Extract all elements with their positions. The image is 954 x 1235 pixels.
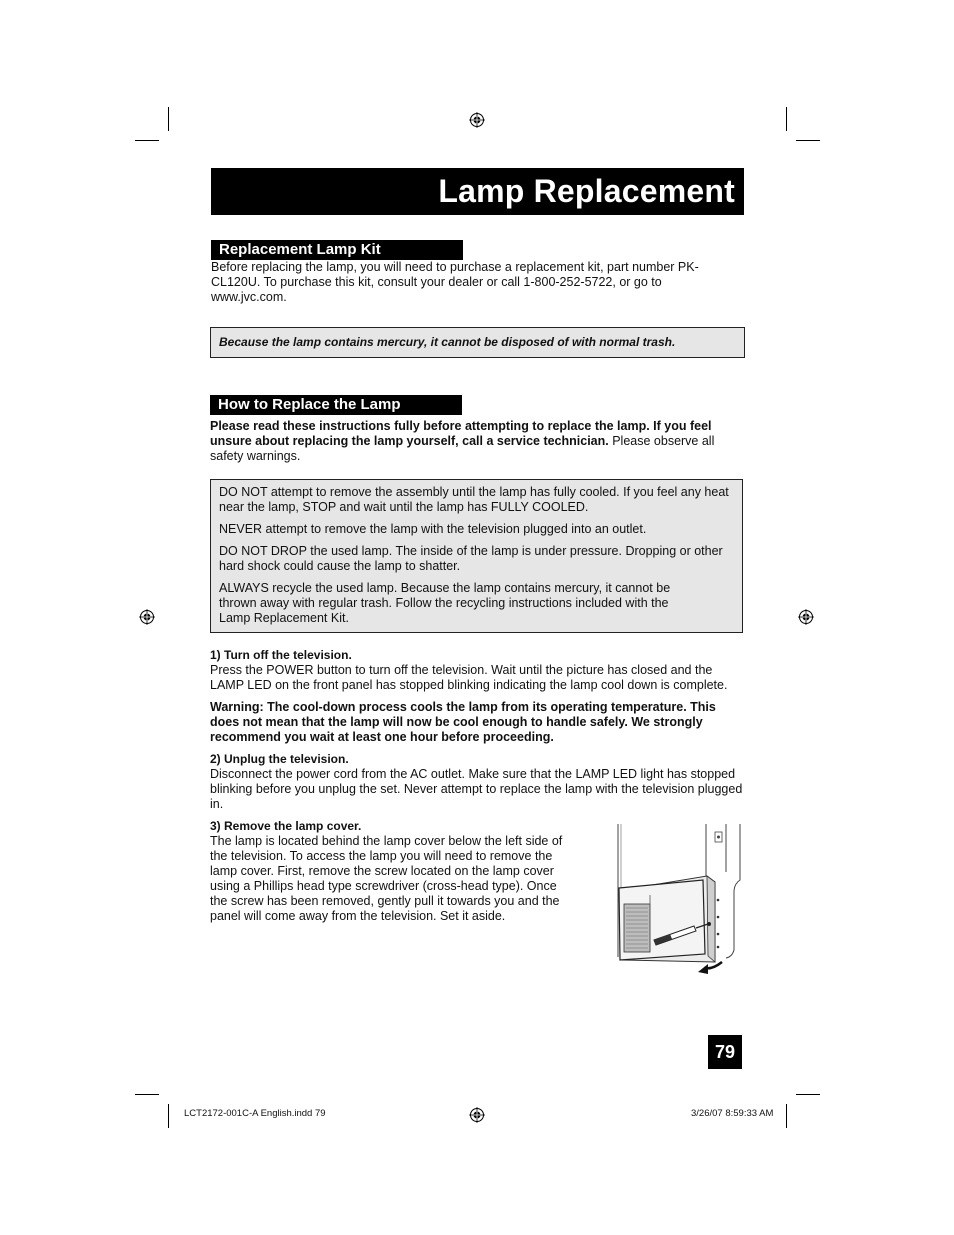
crop-mark — [796, 1094, 820, 1095]
kit-description: Before replacing the lamp, you will need to purchase a replacement kit, part number PK-CL120U. To purchase this kit, consult your dealer or call 1-800-252-5722, or go to www.jvc.com. — [211, 260, 699, 304]
section-heading-howto: How to Replace the Lamp — [210, 395, 462, 415]
crop-mark — [796, 140, 820, 141]
howto-intro — [210, 419, 735, 464]
crop-mark — [786, 107, 787, 131]
steps-1-2 — [210, 648, 745, 819]
step-title: 3) Remove the lamp cover. — [210, 819, 362, 833]
crop-mark — [168, 107, 169, 131]
lamp-cover-illustration — [612, 822, 747, 982]
step-warning: Warning: The cool-down process cools the lamp from its operating temperature. This does not mean that the lamp will now be cool enough to handle safely. We strongly recommend you wait at least one hour before proceeding. — [210, 700, 716, 744]
section-heading-kit: Replacement Lamp Kit — [211, 240, 463, 260]
step-text: Press the POWER button to turn off the television. Wait until the picture has closed and the LAMP LED on the front panel has stopped blinking indicating the lamp cool down is complete. — [210, 663, 728, 692]
step-text: The lamp is located behind the lamp cover below the left side of the television. To access the lamp you will need to remove the lamp cover. First, remove the screw located on the lamp cover using a Phillips head type screwdriver (cross-head type). Once the screw has been removed, gently pull it towards you and the panel will come away from the television. Set it aside. — [210, 834, 563, 923]
safety-warning: NEVER attempt to remove the lamp with the television plugged into an outlet. — [219, 522, 647, 536]
safety-warning: DO NOT attempt to remove the assembly until the lamp has fully cooled. If you feel any heat near the lamp, STOP and wait until the lamp has FULLY COOLED. — [219, 485, 729, 514]
step-title: 1) Turn off the television. — [210, 648, 352, 662]
mercury-caution-box: Because the lamp contains mercury, it cannot be disposed of with normal trash. — [210, 327, 745, 358]
registration-mark-icon — [798, 609, 814, 625]
crop-mark — [135, 1094, 159, 1095]
footer-timestamp: 3/26/07 8:59:33 AM — [691, 1108, 774, 1119]
howto-intro-bold: Please read these instructions fully before attempting to replace the lamp. If you feel unsure about replacing the lamp yourself, call a service technician. — [210, 419, 712, 448]
step-text: Disconnect the power cord from the AC outlet. Make sure that the LAMP LED light has stopped blinking before you unplug the set. Never attempt to replace the lamp with the television plugged in. — [210, 767, 743, 811]
footer-filename: LCT2172-001C-A English.indd 79 — [184, 1108, 326, 1119]
safety-warning: DO NOT DROP the used lamp. The inside of the lamp is under pressure. Dropping or other hard shock could cause the lamp to shatter. — [219, 544, 723, 573]
crop-mark — [786, 1104, 787, 1128]
crop-mark — [168, 1104, 169, 1128]
step-3 — [210, 819, 565, 931]
page-title: Lamp Replacement — [211, 168, 744, 215]
registration-mark-icon — [139, 609, 155, 625]
registration-mark-icon — [469, 112, 485, 128]
crop-mark — [135, 140, 159, 141]
howto-intro-rest: Please observe all safety warnings. — [210, 434, 715, 463]
safety-warning: ALWAYS recycle the used lamp. Because the lamp contains mercury, it cannot be thrown away with regular trash. Follow the recycling instructions included with the Lamp Replacement Kit. — [219, 581, 671, 625]
page-number: 79 — [708, 1035, 742, 1069]
safety-warnings-box — [210, 479, 743, 633]
registration-mark-icon — [469, 1107, 485, 1123]
step-title: 2) Unplug the television. — [210, 752, 349, 766]
